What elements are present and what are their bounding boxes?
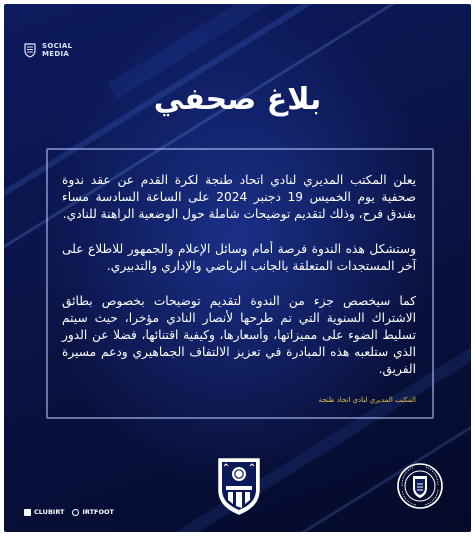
club-shield-icon (24, 43, 36, 58)
social-logo-line2: MEDIA (42, 50, 70, 58)
instagram-icon (72, 509, 79, 516)
social-media-text (42, 42, 72, 58)
press-release-card (4, 4, 471, 532)
announcement-signature: المكتب المديري لنادي اتحاد طنجة (318, 396, 416, 404)
facebook-link[interactable] (24, 508, 64, 516)
announcement-paragraph-1: يعلن المكتب المديري لنادي اتحاد طنجة لكرة القدم عن عقد ندوة صحفية يوم الخميس 19 دجنبر 2024 على الساعة السادسة مساء بفندق فرح، وذلك لتقديم توضيحات شاملة حول الوضعية الراهنة للنادي. (62, 173, 416, 221)
page-title: بلاغ صحفي (153, 82, 322, 117)
announcement-text-box (46, 148, 434, 419)
instagram-handle: IRTFOOT (82, 508, 114, 516)
facebook-icon (24, 509, 31, 516)
facebook-handle: CLUBIRT (34, 508, 65, 516)
social-footer (24, 508, 114, 516)
club-crest-icon (216, 456, 262, 516)
announcement-paragraph-2: وستشكل هذه الندوة فرصة أمام وسائل الإعلام والجمهور للاطلاع على آخر المستجدات المتعلقة بالجانب الرياضي والإداري والتدبيري. (62, 242, 416, 273)
club-round-seal-icon (396, 462, 444, 510)
social-logo-line1: SOCIAL (42, 42, 73, 50)
announcement-paragraph-3: كما سيخصص جزء من الندوة لتقديم توضيحات بخصوص بطائق الاشتراك السنوية التي تم طرحها لأنصار النادي مؤخرا، حيث سيتم تسليط الضوء على مميزاتها، وأسعارها، وكيفية اقتنائها، فضلا عن الدور الذي ستلعبه هذه المبادرة في تعزيز الالتفاف الجماهيري ودعم مسيرة الفريق. (62, 294, 416, 376)
social-media-logo (24, 42, 72, 58)
instagram-link[interactable] (72, 508, 114, 516)
